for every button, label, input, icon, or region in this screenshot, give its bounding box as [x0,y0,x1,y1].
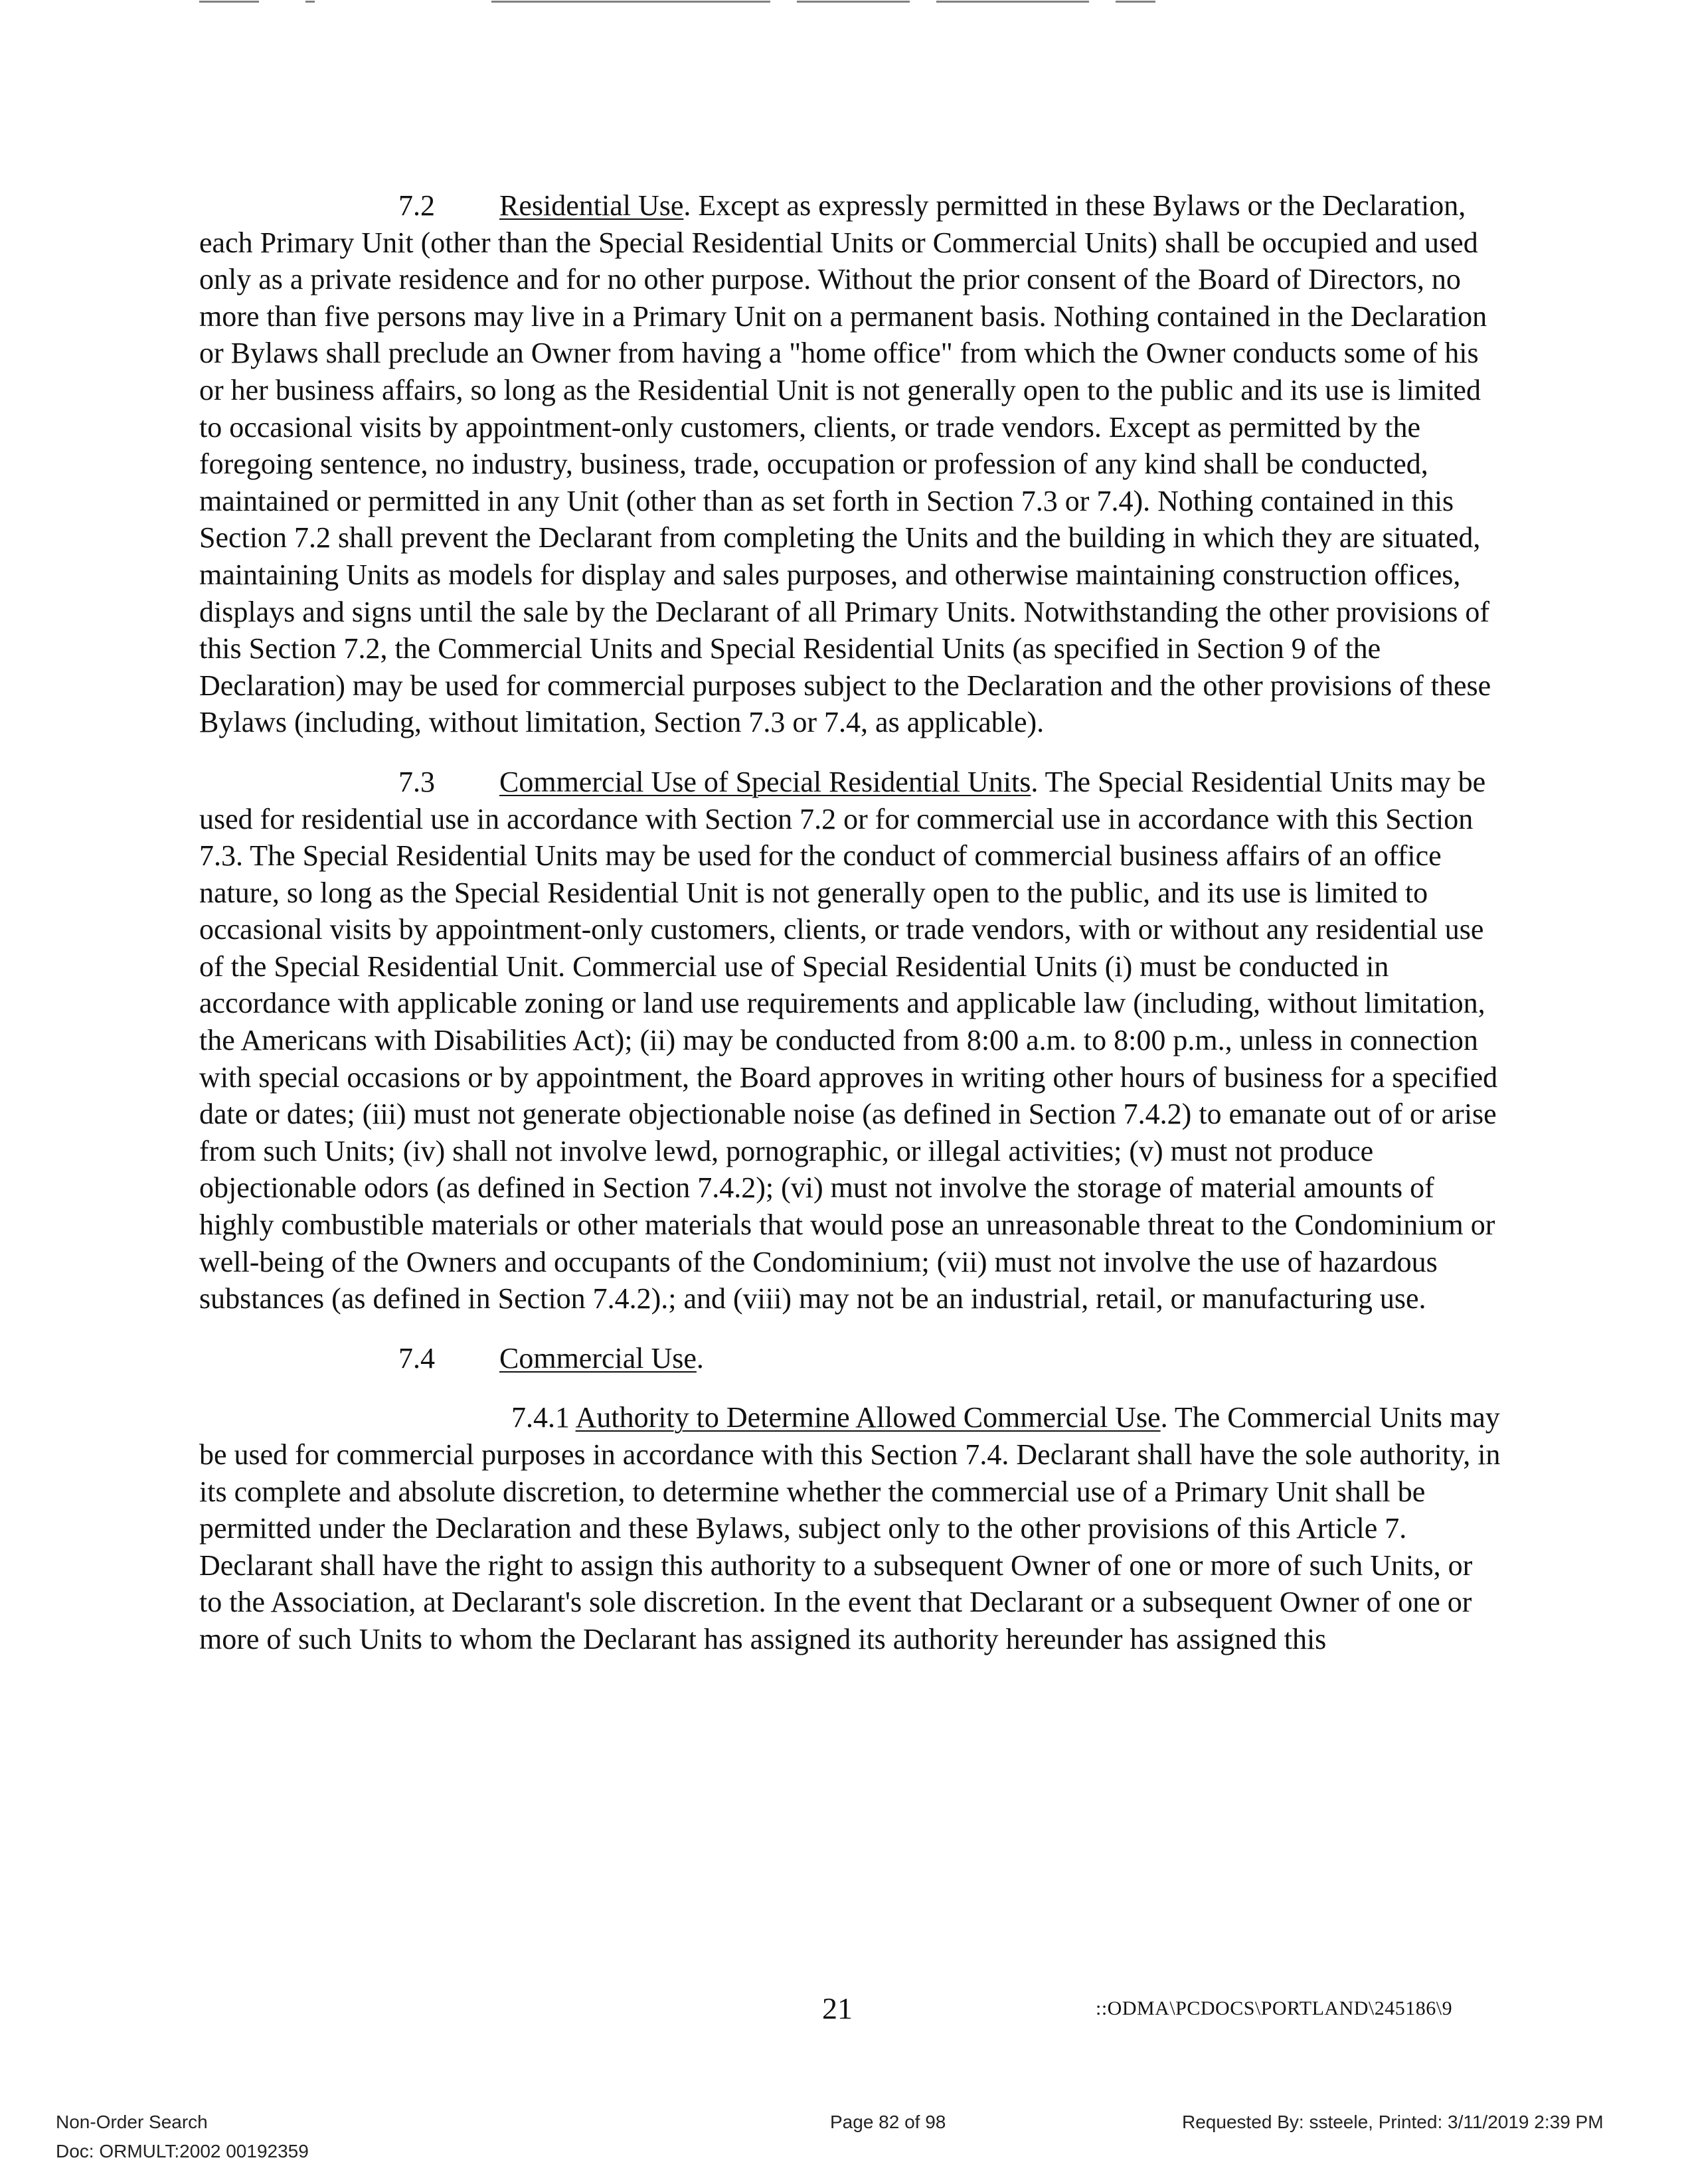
section-number: 7.3 [398,765,435,798]
section-heading: Commercial Use [499,1341,697,1375]
document-path: ::ODMA\PCDOCS\PORTLAND\245186\9 [1096,1997,1453,2019]
section-number: 7.4.1 [511,1401,570,1434]
section-7-4-1-paragraph [199,1399,1501,1657]
section-7-4-heading-line [199,1340,1501,1377]
section-heading: Authority to Determine Allowed Commercial Use [575,1401,1161,1434]
document-body [199,187,1501,1681]
section-heading-trailing: . [696,1341,704,1375]
section-7-2-paragraph [199,187,1501,741]
footer-requested-by: Requested By: ssteele, Printed: 3/11/2019 2:39 PM [1182,2112,1604,2132]
section-heading: Residential Use [499,189,684,222]
section-number: 7.2 [398,189,435,222]
section-7-3-paragraph [199,764,1501,1317]
section-text: . The Special Residential Units may be used for residential use in accordance with Section 7.2 or for commercial use in accordance with this Section 7.3. The Special Residential Units may be used for the conduct of commercial business affairs of an office nature, so long as the Special Residential Unit is not generally open to the public, and its use is limited to occasional visits by appointment-only customers, clients, or trade vendors, with or without any residential use of the Special Residential Unit. Commercial use of Special Residential Units (i) must be conducted in accordance with applicable zoning or land use requirements and applicable law (including, without limitation, the Americans with Disabilities Act); (ii) may be conducted from 8:00 a.m. to 8:00 p.m., unless in connection with special occasions or by appointment, the Board approves in writing other hours of business for a specified date or dates; (iii) must not generate objectionable noise (as defined in Section 7.4.2) to emanate out of or arise from such Units; (iv) shall not involve lewd, pornographic, or illegal activities; (v) must not produce objectionable odors (as defined in Section 7.4.2); (vi) must not involve the storage of material amounts of highly combustible materials or other materials that would pose an unreasonable threat to the Condominium or well-being of the Owners and occupants of the Condominium; (vii) must not involve the use of hazardous substances (as defined in Section 7.4.2).; and (viii) may not be an industrial, retail, or manufacturing use. [199,765,1498,1315]
page-number: 21 [822,1991,853,2025]
section-text: . Except as expressly permitted in these Bylaws or the Declaration, each Primary Unit (other than the Special Residential Units or Commercial Units) shall be occupied and used only as a private residence and for no other purpose. Without the prior consent of the Board of Directors, no more than five persons may live in a Primary Unit on a permanent basis. Nothing contained in the Declaration or Bylaws shall preclude an Owner from having a "home office" from which the Owner conducts some of his or her business affairs, so long as the Residential Unit is not generally open to the public and its use is limited to occasional visits by appointment-only customers, clients, or trade vendors. Except as permitted by the foregoing sentence, no industry, business, trade, occupation or profession of any kind shall be conducted, maintained or permitted in any Unit (other than as set forth in Section 7.3 or 7.4). Nothing contained in this Section 7.2 shall prevent the Declarant from completing the Units and the building in which they are situated, maintaining Units as models for display and sales purposes, and otherwise maintaining construction offices, displays and signs until the sale by the Declarant of all Primary Units. Notwithstanding the other provisions of this Section 7.2, the Commercial Units and Special Residential Units (as specified in Section 9 of the Declaration) may be used for commercial purposes subject to the Declaration and the other provisions of these Bylaws (including, without limitation, Section 7.3 or 7.4, as applicable). [199,189,1491,739]
footer-search-type: Non-Order Search [56,2112,208,2132]
footer-doc-id: Doc: ORMULT:2002 00192359 [56,2141,309,2161]
scan-artifact-marks [199,0,1235,5]
footer-page-of: Page 82 of 98 [830,2112,946,2132]
section-heading: Commercial Use of Special Residential Units [499,765,1031,798]
section-text: . The Commercial Units may be used for commercial purposes in accordance with this Section 7.4. Declarant shall have the sole authority, in its complete and absolute discretion, to determine whether the commercial use of a Primary Unit shall be permitted under the Declaration and these Bylaws, subject only to the other provisions of this Article 7. Declarant shall have the right to assign this authority to a subsequent Owner of one or more of such Units, or to the Association, at Declarant's sole discretion. In the event that Declarant or a subsequent Owner of one or more of such Units to whom the Declarant has assigned its authority hereunder has assigned this [199,1401,1501,1655]
section-number: 7.4 [398,1341,435,1375]
